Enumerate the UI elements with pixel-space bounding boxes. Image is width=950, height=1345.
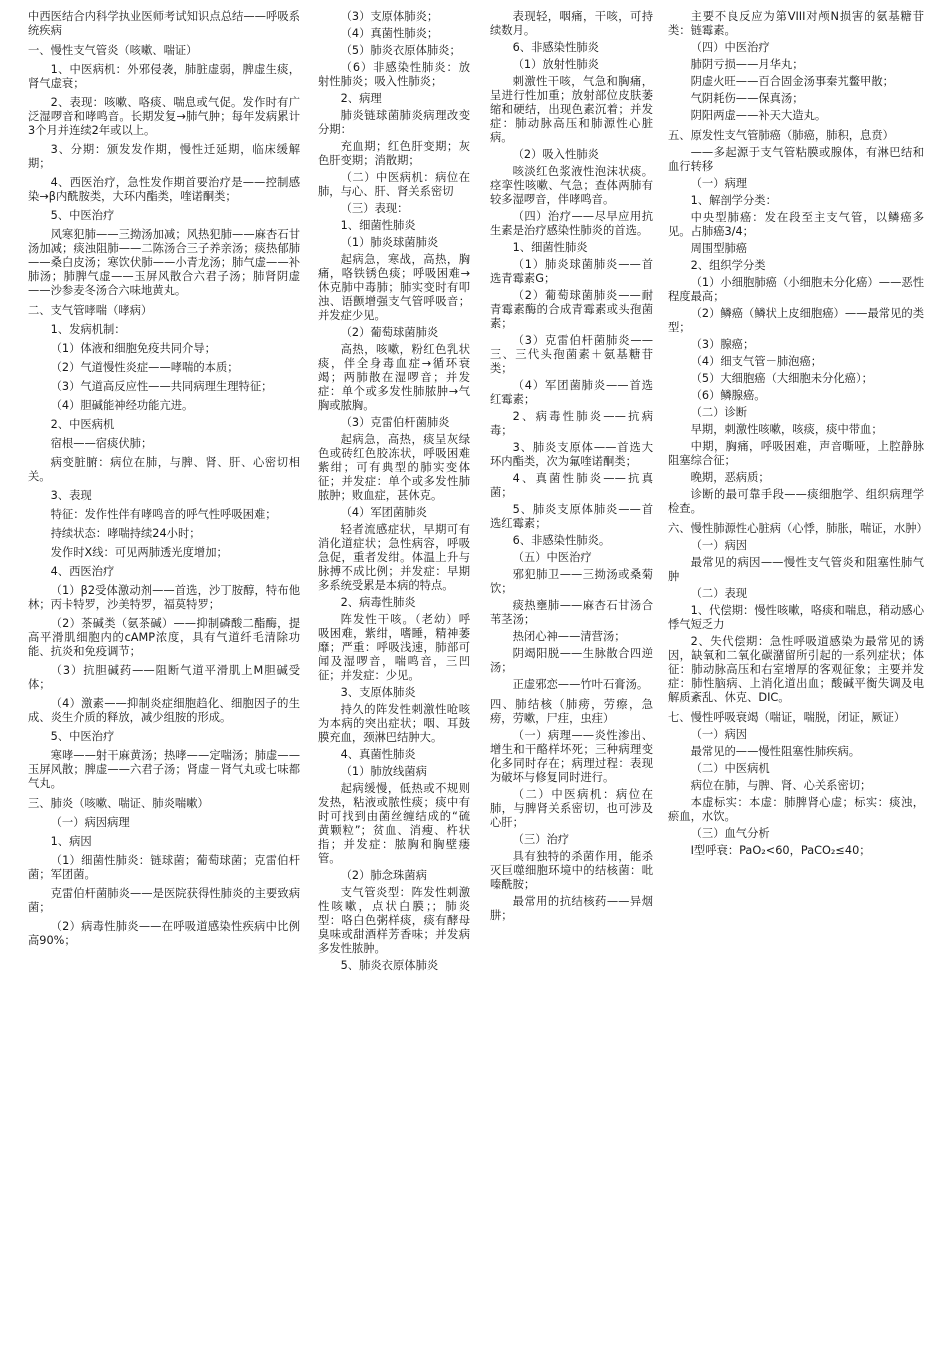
paragraph: （五）中医治疗: [512, 551, 592, 564]
paragraph: （3）腺癌；: [690, 338, 755, 351]
paragraph: （2）茶碱类（氨茶碱）——抑制磷酸二酯酶，提高平滑肌细胞内的cAMP浓度，具有气道纤毛清除功能、抗炎和免疫调节；: [28, 617, 300, 658]
paragraph: （1）细菌性肺炎：链球菌；葡萄球菌；克雷伯杆菌；军团菌。: [28, 854, 300, 881]
paragraph: 七、慢性呼吸衰竭（喘证，喘脱，闭证，厥证）: [668, 711, 906, 724]
paragraph: （一）病理: [690, 177, 748, 190]
paragraph: （4）真菌性肺炎；: [340, 27, 439, 40]
paragraph: 风寒犯肺——三拗汤加减；风热犯肺——麻杏石甘汤加减；痰浊阻肺——二陈汤合三子养亲汤；痰热郁肺——桑白皮汤；寒饮伏肺——小青龙汤；肺气虚——补肺汤；肺脾气虚——玉屏风散合六君子汤；肺肾阴虚——沙参麦冬汤合六味地黄丸。: [28, 228, 300, 297]
paragraph: （四）中医治疗: [690, 41, 770, 54]
paragraph: （2）肺念珠菌病: [340, 869, 427, 882]
paragraph: （2）鳞癌（鳞状上皮细胞癌）——最常见的类型；: [668, 307, 924, 334]
paragraph: 五、原发性支气管肺癌（肺癌，肺积，息贲）: [668, 129, 894, 142]
paragraph: （5）大细胞癌（大细胞未分化癌）；: [690, 372, 873, 385]
paragraph: 持久的阵发性刺激性呛咳为本病的突出症状；咽、耳鼓膜充血，颈淋巴结肿大。: [318, 703, 470, 744]
paragraph: 最常用的抗结核药——异烟肼；: [490, 895, 653, 922]
paragraph: 具有独特的杀菌作用，能杀灭巨噬细胞环境中的结核菌：吡嗪酰胺；: [490, 850, 653, 891]
paragraph: 1、中医病机：外邪侵袭，肺脏虚弱，脾虚生痰，肾气虚衰；: [28, 63, 300, 90]
paragraph: 起病急，高热，痰呈灰绿色或砖红色胶冻状，呼吸困难紫绀；可有典型的肺实变体征；并发症：单个或多发性肺脓肿；败血症，甚休克。: [318, 433, 470, 502]
paragraph: （6）非感染性肺炎：放射性肺炎；吸入性肺炎；: [318, 61, 470, 88]
paragraph: ——多起源于支气管粘膜或腺体，有淋巴结和血行转移: [668, 146, 924, 173]
paragraph: （4）胆碱能神经功能亢进。: [50, 399, 194, 412]
paragraph: （1）肺炎球菌肺炎——首选青霉素G；: [490, 258, 653, 285]
paragraph: 2、病毒性肺炎——抗病毒；: [490, 410, 653, 437]
paragraph: 一、慢性支气管炎（咳嗽、喘证）: [28, 44, 198, 57]
text-column-2: [318, 10, 470, 976]
paragraph: 6、非感染性肺炎。: [512, 534, 611, 547]
paragraph: 起病急，寒战，高热，胸痛，咯铁锈色痰；呼吸困难→休克肺中毒肺；肺实变时有叩浊、语颤增强支气管呼吸音；并发症少见。: [318, 253, 470, 322]
paragraph: 起病缓慢，低热或不规则发热，粘液或脓性痰；痰中有时可找到由菌丝缠结成的“硫黄颗粒”；贫血、消瘦、杵状指；并发症：脓胸和胸壁瘘管。: [318, 782, 470, 865]
paragraph: 本虚标实：本虚：肺脾肾心虚；标实：痰浊，瘀血，水饮。: [668, 796, 924, 823]
paragraph: 5、肺炎衣原体肺炎: [340, 959, 439, 972]
paragraph: （一）病因病理: [50, 816, 130, 829]
paragraph: 2、病毒性肺炎: [340, 596, 416, 609]
paragraph: 1、发病机制：: [50, 323, 126, 336]
paragraph: 2、中医病机: [50, 418, 115, 431]
paragraph: （2）葡萄球菌肺炎——耐青霉素酶的合成青霉素或头孢菌素；: [490, 289, 653, 330]
paragraph: （6）鳞腺癌。: [690, 389, 766, 402]
paragraph: （1）体液和细胞免疫共同介导；: [50, 342, 216, 355]
text-column-3: [490, 10, 653, 926]
paragraph: （一）病因: [690, 539, 748, 552]
paragraph: 病位在肺，与脾、肾、心关系密切；: [690, 779, 872, 792]
paragraph: （四）治疗——尽早应用抗生素是治疗感染性肺炎的首选。: [490, 210, 653, 237]
paragraph: 3、肺炎支原体——首选大环内酯类，次为氟喹诺酮类；: [490, 441, 653, 468]
paragraph: 高热，咳嗽，粉红色乳状痰，伴全身毒血症→循环衰竭；两肺散在湿啰音；并发症：单个或多发性肺脓肿→气胸或脓胸。: [318, 343, 470, 412]
paragraph: （3）克雷伯杆菌肺炎——三、三代头孢菌素＋氨基糖苷类；: [490, 334, 653, 375]
paragraph: 轻者流感症状，早期可有消化道症状；急性病容，呼吸急促，重者发绀。体温上升与脉搏不成比例；并发症：早期多系统受累是本病的特点。: [318, 523, 470, 592]
paragraph: 2、病理: [340, 92, 382, 105]
paragraph: （1）小细胞肺癌（小细胞未分化癌）——恶性程度最高；: [668, 276, 924, 303]
paragraph: 特征：发作性伴有哮鸣音的呼气性呼吸困难；: [50, 508, 277, 521]
paragraph: （三）表现：: [340, 202, 409, 215]
paragraph: 阴虚火旺——百合固金汤事秦艽鳖甲散；: [690, 75, 894, 88]
paragraph: （2）葡萄球菌肺炎: [340, 326, 439, 339]
paragraph: 二、支气管哮喘（哮病）: [28, 304, 153, 317]
paragraph: 1、病因: [50, 835, 92, 848]
paragraph: 4、真菌性肺炎: [340, 748, 416, 761]
paragraph: 3、支原体肺炎: [340, 686, 416, 699]
paragraph: 肺阴亏损——月华丸；: [690, 58, 804, 71]
paragraph: 正虚邪恋——竹叶石膏汤。: [512, 678, 649, 691]
paragraph: （一）病因: [690, 728, 748, 741]
paragraph: 2、组织学分类: [690, 259, 766, 272]
paragraph: （3）抗胆碱药——阻断气道平滑肌上M胆碱受体；: [28, 664, 300, 691]
paragraph: 寒哮——射干麻黄汤；热哮——定喘汤；肺虚——玉屏风散；脾虚——六君子汤；肾虚－肾气丸或七味都气丸。: [28, 749, 300, 790]
paragraph: 4、西医治疗: [50, 565, 115, 578]
paragraph: 早期，刺激性咳嗽，咳痰，痰中带血；: [690, 423, 883, 436]
paragraph: （1）肺炎球菌肺炎: [340, 236, 439, 249]
paragraph: 2、表现：咳嗽、咯痰、喘息或气促。发作时有广泛湿啰音和哮鸣音。长期发复→肺气肿；每年发病累计3个月并连续2年或以上。: [28, 96, 300, 137]
paragraph: 3、表现: [50, 489, 92, 502]
paragraph: （二）诊断: [690, 406, 748, 419]
paragraph: 2、失代偿期：急性呼吸道感染为最常见的诱因，缺氧和二氧化碳潴留所引起的一系列症状；体征：肺动脉高压和右室增厚的客观征象；主要并发症：肺性脑病、上消化道出血；酸碱平衡失调及电解质紊乱、休克、DIC。: [668, 635, 924, 704]
paragraph: 主要不良反应为第VIII对颅N损害的氨基糖苷类：链霉素。: [668, 10, 924, 37]
paragraph: 三、肺炎（咳嗽、喘证、肺炎喘嗽）: [28, 797, 209, 810]
paragraph: 晚期，恶病质；: [690, 471, 770, 484]
paragraph: 周围型肺癌: [690, 242, 748, 255]
paragraph: 中央型肺癌：发在段至主支气管，以鳞癌多见。占肺癌3/4；: [668, 211, 924, 238]
paragraph: （4）细支气管－肺泡癌；: [690, 355, 823, 368]
paragraph: 中西医结合内科学执业医师考试知识点总结——呼吸系统疾病: [28, 10, 300, 37]
paragraph: 支气管炎型：阵发性刺激性咳嗽，点状白膜；；肺炎型：咯白色粥样痰，痰有酵母臭味或甜酒样芳香味；并发病多发性脓肿。: [318, 886, 470, 955]
paragraph: （1）肺放线菌病: [340, 765, 427, 778]
paragraph: （1）β2受体激动剂——首选，沙丁胺醇，特布他林；丙卡特罗，沙美特罗，福莫特罗；: [28, 584, 300, 611]
paragraph: 诊断的最可靠手段——痰细胞学、组织病理学检查。: [668, 488, 924, 515]
paragraph: （3）气道高反应性——共同病理生理特征；: [50, 380, 273, 393]
paragraph: 中期，胸痛，呼吸困难，声音嘶哑，上腔静脉阻塞综合征；: [668, 440, 924, 467]
paragraph: 阵发性干咳。（老幼）呼吸困难，紫绀，嗜睡，精神萎靡；严重：呼吸浅速，肺部可闻及湿啰音，喘鸣音，三凹征；并发症：少见。: [318, 613, 470, 682]
paragraph: （二）表现: [690, 587, 748, 600]
paragraph: 持续状态：哮喘持续24小时；: [50, 527, 201, 540]
paragraph: 3、分期：颁发发作期，慢性迁延期，临床缓解期；: [28, 143, 300, 170]
paragraph: 1、代偿期：慢性咳嗽，咯痰和喘息，稍动感心悸气短乏力: [668, 604, 924, 631]
paragraph: 刺激性干咳，气急和胸痛，呈进行性加重；放射部位皮肤萎缩和硬结，出现色素沉着；并发症：肺动脉高压和肺源性心脏病。: [490, 75, 653, 144]
paragraph: 邪犯肺卫——三拗汤或桑菊饮；: [490, 568, 653, 595]
paragraph: 气阴耗伤——保真汤；: [690, 92, 804, 105]
paragraph: 阴竭阳脱——生脉散合四逆汤；: [490, 647, 653, 674]
paragraph: 痰热壅肺——麻杏石甘汤合苇茎汤；: [490, 599, 653, 626]
paragraph: （5）肺炎衣原体肺炎；: [340, 44, 461, 57]
paragraph: 肺炎链球菌肺炎病理改变分期：: [318, 109, 470, 136]
paragraph: （二）中医病机: [690, 762, 770, 775]
paragraph: 1、解剖学分类：: [690, 194, 777, 207]
paragraph: 1、细菌性肺炎: [340, 219, 416, 232]
paragraph: 6、非感染性肺炎: [512, 41, 599, 54]
paragraph: 5、中医治疗: [50, 730, 115, 743]
paragraph: 充血期；红色肝变期；灰色肝变期；消散期；: [318, 140, 470, 167]
paragraph: 四、肺结核（肺痨，劳瘵，急痨，劳嗽，尸疰，虫疰）: [490, 698, 653, 725]
paragraph: 克雷伯杆菌肺炎——是医院获得性肺炎的主要致病菌；: [28, 887, 300, 914]
paragraph: （二）中医病机：病位在肺，与心、肝、肾关系密切: [318, 171, 470, 198]
paragraph: （2）病毒性肺炎——在呼吸道感染性疾病中比例高90%；: [28, 920, 300, 947]
paragraph: 4、西医治疗，急性发作期首要治疗是——控制感染→β内酰胺类，大环内酯类，喹诺酮类；: [28, 176, 300, 203]
paragraph: 1、细菌性肺炎: [512, 241, 588, 254]
paragraph: 最常见的病因——慢性支气管炎和阻塞性肺气肿: [668, 556, 924, 583]
paragraph: （三）血气分析: [690, 827, 770, 840]
paragraph: （4）军团菌肺炎: [340, 506, 427, 519]
text-column-1: [28, 10, 300, 953]
paragraph: 宿根——宿痰伏肺；: [50, 437, 153, 450]
paragraph: （1）放射性肺炎: [512, 58, 599, 71]
paragraph: 最常见的——慢性阻塞性肺疾病。: [690, 745, 861, 758]
paragraph: （2）吸入性肺炎: [512, 148, 599, 161]
paragraph: （三）治疗: [512, 833, 570, 846]
paragraph: 5、肺炎支原体肺炎——首选红霉素；: [490, 503, 653, 530]
paragraph: （4）军团菌肺炎——首选红霉素；: [490, 379, 653, 406]
paragraph: 六、慢性肺源性心脏病（心悸，肺胀，喘证，水肿）: [668, 522, 928, 535]
paragraph: （一）病理——炎性渗出、增生和干酪样坏死；三种病理变化多同时存在；病理过程：表现为破坏与修复同时进行。: [490, 729, 653, 784]
paragraph: 咳淡红色浆液性泡沫状痰。痉挛性咳嗽、气急；查体两肺有较多湿啰音，伴哮鸣音。: [490, 165, 653, 206]
paragraph: 表现轻，咽痛，干咳，可持续数月。: [490, 10, 653, 37]
paragraph: 发作时X线：可见两肺透光度增加；: [50, 546, 228, 559]
paragraph: （二）中医病机：病位在肺，与脾肾关系密切，也可涉及心肝；: [490, 788, 653, 829]
paragraph: （2）气道慢性炎症——哮喘的本质；: [50, 361, 239, 374]
paragraph: I型呼衰：PaO₂<60，PaCO₂≤40；: [690, 844, 871, 857]
paragraph: 5、中医治疗: [50, 209, 115, 222]
paragraph: 病变脏腑：病位在肺，与脾、肾、肝、心密切相关。: [28, 456, 300, 483]
paragraph: （4）激素——抑制炎症细胞趋化、细胞因子的生成、炎生介质的释放，减少组胺的形成。: [28, 697, 300, 724]
paragraph: 阴阳两虚——补天大造丸。: [690, 109, 827, 122]
text-column-4: [668, 10, 928, 861]
paragraph: 热闭心神——清营汤；: [512, 630, 626, 643]
paragraph: （3）克雷伯杆菌肺炎: [340, 416, 450, 429]
paragraph: 4、真菌性肺炎——抗真菌；: [490, 472, 653, 499]
paragraph: （3）支原体肺炎；: [340, 10, 439, 23]
